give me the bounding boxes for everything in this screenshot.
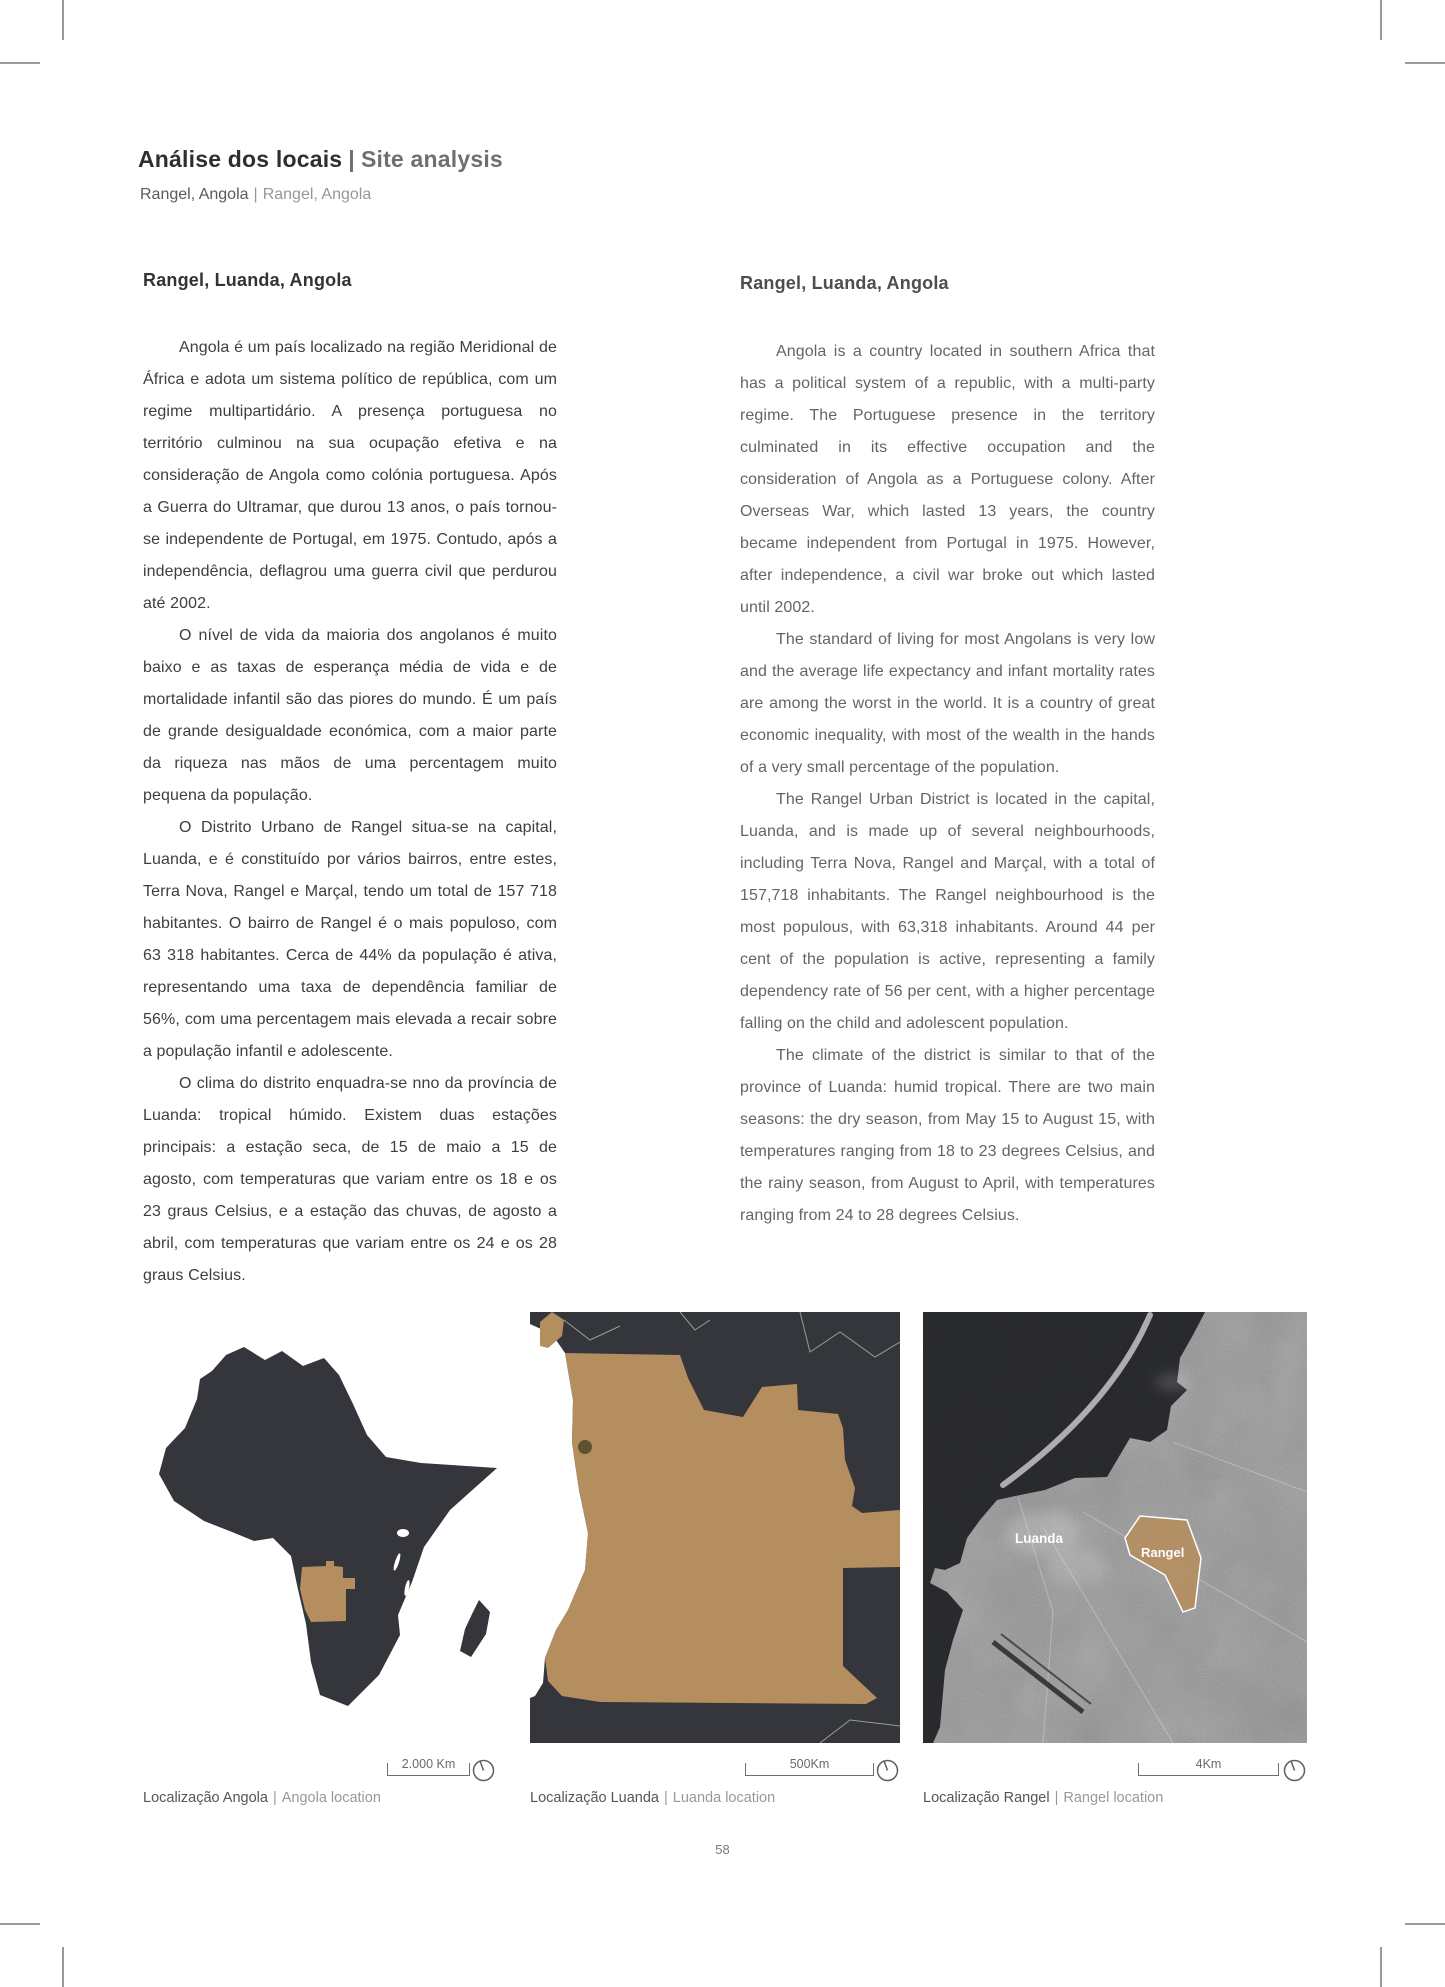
crop-mark <box>62 0 64 40</box>
portuguese-text-column <box>143 332 557 1292</box>
africa-map <box>150 1342 497 1708</box>
paragraph: O nível de vida da maioria dos angolanos é muito baixo e as taxas de esperança média de vida e de mortalidade infantil são das piores do mundo. É um país de grande desigualdade económica, com a maior parte da riqueza nas mãos de uma percentagem muito pequena da população. <box>143 627 557 804</box>
crop-mark <box>1405 62 1445 64</box>
page-title-en: Site analysis <box>360 146 503 172</box>
paragraph: Angola é um país localizado na região Meridional de África e adota um sistema político de república, com um regime multipartidário. A presença portuguesa no território culminou na sua ocupação efetiva e na consideração de Angola como colónia portuguesa. Após a Guerra do Ultramar, que durou 13 anos, o país tornou-se independente de Portugal, em 1975. Contudo, após a independência, deflagrou uma guerra civil que perdurou até 2002. <box>143 339 557 612</box>
paragraph: O clima do distrito enquadra-se nno da província de Luanda: tropical húmido. Existem duas estações principais: a estação seca, de 15 de maio a 15 de agosto, com temperaturas que variam entre os 18 e os 23 graus Celsius, e a estação das chuvas, de agosto a abril, com temperaturas que variam entre os 24 e os 28 graus Celsius. <box>143 1075 557 1284</box>
caption-angola <box>143 1790 381 1806</box>
luanda-label: Luanda <box>1015 1531 1064 1546</box>
scalebar-luanda <box>745 1759 905 1785</box>
caption-pt: Localização Luanda <box>530 1790 659 1806</box>
north-arrow-icon <box>472 1759 495 1782</box>
paragraph: O Distrito Urbano de Rangel situa-se na capital, Luanda, e é constituído por vários bairros, entre estes, Terra Nova, Rangel e Marçal, tendo um total de 157 718 habitantes. O bairro de Rangel é o mais populoso, com 63 318 habitantes. Cerca de 44% da população é ativa, representando uma taxa de dependência familiar de 56%, com uma percentagem mais elevada a recair sobre a população infantil e adolescente. <box>143 819 557 1060</box>
caption-en: Rangel location <box>1063 1790 1164 1806</box>
page-number: 58 <box>715 1842 730 1857</box>
caption-en: Luanda location <box>672 1790 776 1806</box>
north-arrow-icon <box>876 1759 899 1782</box>
page-subtitle-pt: Rangel, Angola <box>140 186 249 203</box>
caption-luanda <box>530 1790 775 1806</box>
north-arrow-icon <box>1283 1759 1306 1782</box>
gulf-island <box>267 1529 270 1532</box>
angola-map <box>530 1312 900 1743</box>
crop-mark <box>1380 0 1382 40</box>
scale-bracket <box>1138 1757 1279 1776</box>
caption-pt: Localização Angola <box>143 1790 268 1806</box>
caption-en: Angola location <box>281 1790 381 1806</box>
rangel-satellite-figure <box>923 1312 1307 1743</box>
page-subtitle <box>140 186 371 204</box>
crop-mark <box>0 1923 40 1925</box>
subtitle-separator: | <box>253 186 258 203</box>
rangel-label: Rangel <box>1141 1545 1185 1560</box>
crop-mark <box>0 62 40 64</box>
city-glow <box>1155 1374 1191 1390</box>
caption-rangel <box>923 1790 1163 1806</box>
city-glow <box>1048 1549 1108 1585</box>
caption-separator: | <box>272 1790 277 1806</box>
caption-separator: | <box>664 1790 668 1806</box>
scale-label: 4Km <box>1195 1757 1222 1771</box>
rangel-satellite-map <box>923 1312 1307 1743</box>
scale-label: 500Km <box>789 1757 830 1771</box>
caption-separator: | <box>1054 1790 1059 1806</box>
page-subtitle-en: Rangel, Angola <box>262 186 372 203</box>
english-text-column <box>740 336 1155 1232</box>
madagascar-silhouette <box>460 1600 490 1657</box>
africa-silhouette <box>159 1347 497 1706</box>
paragraph: The standard of living for most Angolans is very low and the average life expectancy and infant mortality rates are among the worst in the world. It is a country of great economic inequality, with most of the wealth in the hands of a very small percentage of the population. <box>740 631 1155 776</box>
luanda-marker <box>578 1440 592 1454</box>
page-title-pt: Análise dos locais <box>138 146 343 172</box>
scalebar-rangel <box>1138 1759 1310 1785</box>
crop-mark <box>1380 1947 1382 1987</box>
title-separator: | <box>348 146 355 172</box>
paragraph: Angola is a country located in southern Africa that has a political system of a republic, with a multi-party regime. The Portuguese presence in the territory culminated in its effective occupation and the consideration of Angola as a Portuguese colony. After Overseas War, which lasted 13 years, the country became independent from Portugal in 1975. However, after independence, a civil war broke out which lasted until 2002. <box>740 343 1155 616</box>
crop-mark <box>62 1947 64 1987</box>
scale-bracket <box>745 1757 874 1776</box>
africa-map-figure <box>150 1342 497 1708</box>
caption-pt: Localização Rangel <box>923 1790 1050 1806</box>
angola-map-figure <box>530 1312 900 1743</box>
scale-label: 2.000 Km <box>401 1757 456 1771</box>
crop-mark <box>1405 1923 1445 1925</box>
page-title <box>138 146 503 173</box>
lake-victoria <box>397 1529 409 1537</box>
scale-bracket <box>387 1757 470 1776</box>
left-column-heading: Rangel, Luanda, Angola <box>143 270 352 290</box>
scalebar-angola <box>387 1759 497 1785</box>
paragraph: The Rangel Urban District is located in the capital, Luanda, and is made up of several neighbourhoods, including Terra Nova, Rangel and Marçal, with a total of 157,718 inhabitants. The Rangel neighbourhood is the most populous, with 63,318 inhabitants. Around 44 per cent of the population is active, representing a family dependency rate of 56 per cent, with a higher percentage falling on the child and adolescent population. <box>740 791 1155 1032</box>
paragraph: The climate of the district is similar to that of the province of Luanda: humid tropical. There are two main seasons: the dry season, from May 15 to August 15, with temperatures ranging from 18 to 23 degrees Celsius, and the rainy season, from August to April, with temperatures ranging from 24 to 28 degrees Celsius. <box>740 1047 1155 1224</box>
right-column-heading: Rangel, Luanda, Angola <box>740 273 949 293</box>
